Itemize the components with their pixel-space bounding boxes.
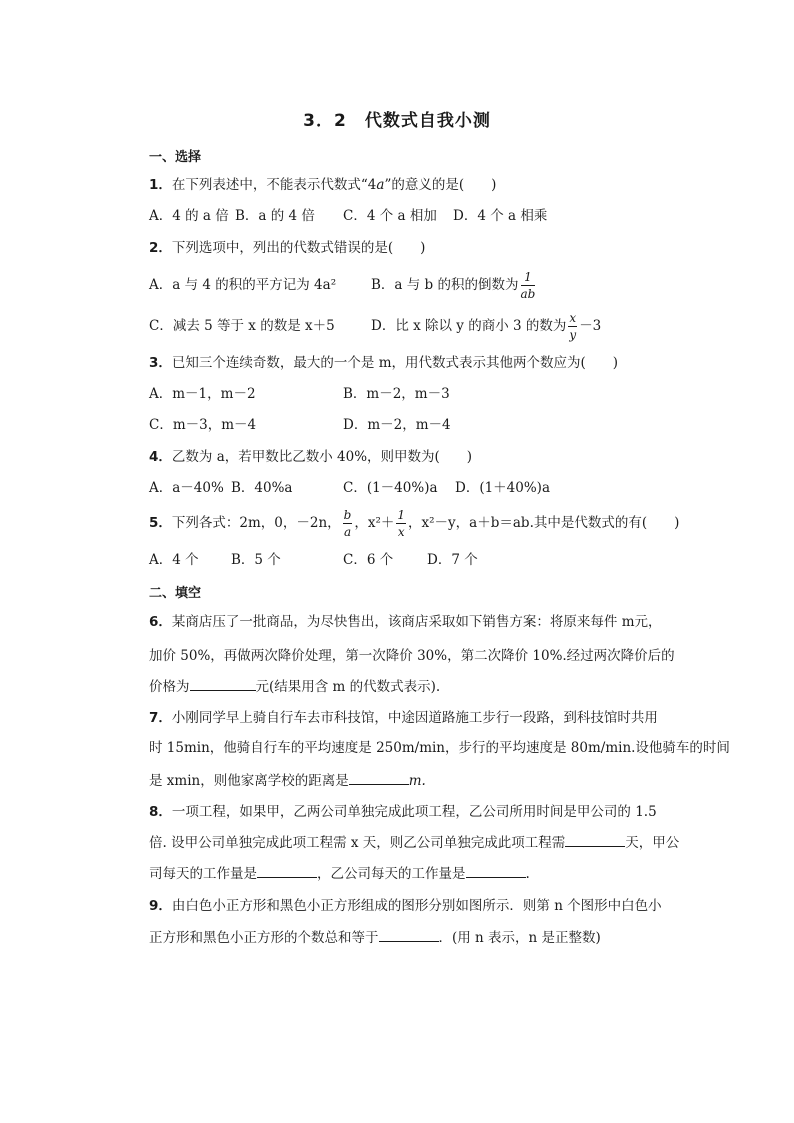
option-b: B．m－2，m－3	[343, 386, 450, 402]
question-1	[149, 175, 496, 195]
question-text-tail: m.	[408, 773, 426, 789]
question-4	[149, 447, 472, 467]
question-stem-mid: ，x²＋	[354, 515, 395, 531]
question-text: 价格为	[149, 679, 190, 695]
fraction-x-over-y	[568, 312, 577, 341]
question-number: 2．	[149, 240, 172, 256]
question-2	[149, 238, 425, 258]
question-number: 1．	[149, 177, 172, 193]
question-number: 4．	[149, 449, 172, 465]
question-text-tail: 元(结果用含 m 的代数式表示).	[255, 679, 441, 695]
question-6-line-1	[149, 612, 662, 632]
fraction-one-over-ab	[521, 271, 536, 300]
option-c: C．减去 5 等于 x 的数是 x＋5	[149, 318, 335, 334]
option-d: D．m－2，m－4	[343, 417, 451, 433]
option-a: A．a－40%	[149, 480, 224, 496]
option-d-tail: －3	[579, 318, 602, 334]
question-8-line-3	[149, 863, 649, 884]
question-number: 9．	[149, 898, 172, 914]
section-heading-fill: 二、填空	[149, 586, 202, 601]
option-a: A．4 个	[149, 552, 199, 568]
question-9-line-2	[149, 927, 649, 948]
question-stem-tail: ”的意义的是( )	[384, 177, 497, 193]
question-text: 一项工程，如果甲，乙两公司单独完成此项工程，乙公司所用时间是甲公司的 1.5	[171, 804, 657, 820]
page-title: 3．2 代数式自我小测	[303, 111, 491, 131]
numerator: x	[569, 311, 577, 325]
question-number: 6．	[149, 614, 172, 630]
question-text: 某商店压了一批商品，为尽快售出，该商店采取如下销售方案：将原来每件 m元，	[171, 614, 662, 630]
question-number: 8．	[149, 804, 172, 820]
question-8-line-2	[149, 832, 680, 853]
question-text-mid: ，乙公司每天的工作量是	[317, 866, 466, 882]
question-6-line-2: 加价 50%，再做两次降价处理，第一次降价 30%，第二次降价 10%.经过两次降价后的	[149, 648, 675, 664]
option-a: A．m－1，m－2	[149, 386, 256, 402]
question-8-line-1	[149, 802, 657, 822]
fraction-one-over-x	[396, 509, 406, 538]
option-c: C．m－3，m－4	[149, 417, 257, 433]
option-c: C．(1－40%)a	[343, 480, 438, 496]
question-6-line-3	[149, 676, 649, 697]
denominator: x	[397, 525, 405, 539]
option-b: B．5 个	[231, 552, 281, 568]
question-text: 是 xmin，则他家离学校的距离是	[149, 773, 349, 789]
question-stem-tail: ，x²－y，a＋b＝ab.其中是代数式的有( )	[408, 515, 680, 531]
question-3-options-ab	[149, 384, 450, 404]
question-stem: 下列各式：2m，0，－2n，	[171, 515, 341, 531]
question-text-tail: 天，甲公	[625, 835, 680, 851]
numerator: 1	[397, 508, 406, 522]
question-7-line-3	[149, 770, 649, 791]
option-c: C．4 个 a 相加	[343, 208, 437, 224]
option-c: C．6 个	[343, 552, 394, 568]
question-text: 司每天的工作量是	[149, 866, 257, 882]
question-9-line-1	[149, 896, 662, 916]
question-text: 由白色小正方形和黑色小正方形组成的图形分别如图所示．则第 n 个图形中白色小	[171, 898, 662, 914]
option-b: B．a 与 b 的积的倒数为	[371, 277, 519, 293]
option-d: D．7 个	[427, 552, 478, 568]
denominator: y	[569, 328, 577, 342]
question-text: 正方形和黑色小正方形的个数总和等于	[149, 930, 379, 946]
option-d: D．比 x 除以 y 的商小 3 的数为	[371, 318, 567, 334]
question-7-line-2: 时 15min，他骑自行车的平均速度是 250m/min，步行的平均速度是 80m/min.设他骑车的时间	[149, 740, 730, 756]
option-a: A．4 的 a 倍	[149, 208, 229, 224]
question-number: 3．	[149, 355, 172, 371]
question-2-options-ab	[149, 270, 537, 300]
answer-blank[interactable]	[379, 927, 439, 942]
section-heading-choice: 一、选择	[149, 150, 202, 165]
question-stem: 在下列表述中，不能表示代数式“4	[171, 177, 377, 193]
numerator: 1	[521, 271, 536, 286]
question-3-options-cd	[149, 415, 451, 435]
numerator: b	[343, 508, 352, 522]
denominator: ab	[520, 287, 536, 301]
fraction-b-over-a	[343, 509, 353, 538]
question-5	[149, 508, 679, 538]
option-d: D．(1＋40%)a	[455, 480, 551, 496]
answer-blank[interactable]	[257, 863, 317, 878]
option-b: B．40%a	[231, 480, 293, 496]
question-7-line-1	[149, 708, 658, 728]
question-stem: 已知三个连续奇数，最大的一个是 m，用代数式表示其他两个数应为( )	[171, 355, 619, 371]
option-a: A．a 与 4 的积的平方记为 4a²	[149, 277, 337, 293]
question-number: 5．	[149, 515, 172, 531]
question-4-options	[149, 478, 550, 498]
question-3	[149, 353, 618, 373]
question-5-options	[149, 550, 478, 570]
answer-blank[interactable]	[190, 676, 256, 691]
question-number: 7．	[149, 710, 172, 726]
question-text: 倍. 设甲公司单独完成此项工程需 x 天，则乙公司单独完成此项工程需	[149, 835, 566, 851]
variable: a	[376, 177, 385, 193]
answer-blank[interactable]	[466, 863, 526, 878]
question-1-options	[149, 206, 547, 226]
answer-blank[interactable]	[565, 832, 625, 847]
option-b: B．a 的 4 倍	[235, 208, 315, 224]
question-text-tail: ．(用 n 表示，n 是正整数)	[438, 930, 601, 946]
question-2-options-cd	[149, 311, 601, 341]
option-d: D．4 个 a 相乘	[453, 208, 548, 224]
question-stem: 下列选项中，列出的代数式错误的是( )	[171, 240, 426, 256]
denominator: a	[343, 525, 352, 539]
question-text-tail: .	[525, 866, 530, 882]
question-stem: 乙数为 a，若甲数比乙数小 40%，则甲数为( )	[171, 449, 473, 465]
question-text: 小刚同学早上骑自行车去市科技馆，中途因道路施工步行一段路，到科技馆时共用	[171, 710, 658, 726]
answer-blank[interactable]	[349, 770, 409, 785]
